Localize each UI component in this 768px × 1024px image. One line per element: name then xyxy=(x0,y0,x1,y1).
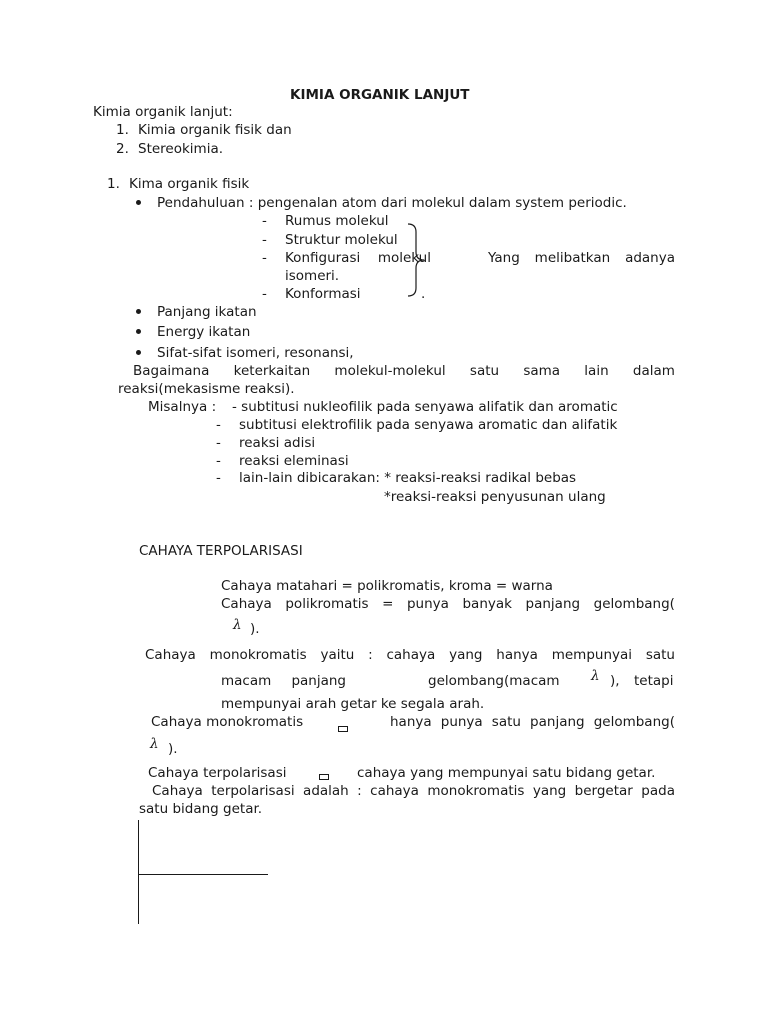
cahaya-line: Cahaya monokromatis yaitu : cahaya yang hanya mempunyai satu xyxy=(145,647,675,663)
intro-heading: Kimia organik lanjut: xyxy=(93,104,233,120)
cahaya-line: Cahaya polikromatis = punya banyak panjang gelombang( xyxy=(221,596,675,612)
section-number: 1. xyxy=(107,176,120,192)
cahaya-line: Cahaya matahari = polikromatis, kroma = warna xyxy=(221,578,553,594)
right-brace-icon xyxy=(400,222,432,300)
paragraph-line: reaksi(mekasisme reaksi). xyxy=(118,381,295,397)
intro-item-number: 1. xyxy=(116,122,129,138)
pendahuluan-text: Pendahuluan : pengenalan atom dari molekul dalam system periodic. xyxy=(157,195,627,211)
close-paren: ). xyxy=(250,621,260,637)
misalnya-item: reaksi adisi xyxy=(239,435,316,451)
misalnya-item: *reaksi-reaksi penyusunan ulang xyxy=(384,489,606,505)
lambda-symbol: λ xyxy=(591,668,600,684)
bullet-icon xyxy=(136,350,141,355)
brace-note xyxy=(488,249,675,267)
brace-note-word: Yang xyxy=(488,250,520,266)
cahaya-line: mempunyai arah getar ke segala arah. xyxy=(221,696,485,712)
lambda-symbol: λ xyxy=(233,617,242,633)
cahaya-line: gelombang(macam xyxy=(428,673,560,689)
misalnya-item: subtitusi elektrofilik pada senyawa aromatic dan alifatik xyxy=(239,417,618,433)
paragraph-line: Bagaimana keterkaitan molekul-molekul satu sama lain dalam xyxy=(133,363,675,379)
bullet-icon xyxy=(136,309,141,314)
sub-item-word: molekul xyxy=(377,250,431,266)
cahaya-line: satu bidang getar. xyxy=(139,801,263,817)
sub-item-dash: - xyxy=(262,213,267,229)
misalnya-item: - subtitusi nukleofilik pada senyawa alifatik dan aromatic xyxy=(232,399,618,415)
sub-item-word: Konfigurasi xyxy=(285,250,361,266)
close-paren: ), xyxy=(610,673,620,689)
bullet-item: Panjang ikatan xyxy=(157,304,257,320)
misalnya-label: Misalnya : xyxy=(148,399,217,415)
sub-item-dash: - xyxy=(262,232,267,248)
horizontal-axis-line xyxy=(138,874,268,875)
cahaya-label: Cahaya monokromatis xyxy=(151,714,304,730)
cahaya-line: tetapi xyxy=(634,673,674,689)
misalnya-item: lain-lain dibicarakan: * reaksi-reaksi radikal bebas xyxy=(239,470,577,486)
brace-dot: . xyxy=(421,286,426,302)
misalnya-dash: - xyxy=(216,453,221,469)
sub-item: isomeri. xyxy=(285,268,340,284)
brace-note-word: adanya xyxy=(625,250,675,266)
section-heading: CAHAYA TERPOLARISASI xyxy=(139,543,303,559)
cahaya-line: cahaya yang mempunyai satu bidang getar. xyxy=(357,765,656,781)
equivalence-icon xyxy=(319,774,329,780)
cahaya-label: Cahaya terpolarisasi xyxy=(148,765,287,781)
brace-note-word: melibatkan xyxy=(534,250,611,266)
bullet-item: Sifat-sifat isomeri, resonansi, xyxy=(157,345,354,361)
bullet-icon xyxy=(136,200,141,205)
close-paren: ). xyxy=(168,741,178,757)
misalnya-dash: - xyxy=(216,470,221,486)
intro-item: Stereokimia. xyxy=(138,141,224,157)
intro-item-number: 2. xyxy=(116,141,129,157)
lambda-symbol: λ xyxy=(150,736,159,752)
sub-item-dash: - xyxy=(262,286,267,302)
misalnya-dash: - xyxy=(216,435,221,451)
cahaya-line: hanya punya satu panjang gelombang( xyxy=(390,714,675,730)
vertical-axis-line xyxy=(138,820,139,924)
sub-item-dash: - xyxy=(262,250,267,266)
cahaya-line: macam panjang xyxy=(221,673,346,689)
sub-item: Rumus molekul xyxy=(285,213,389,229)
bullet-item: Energy ikatan xyxy=(157,324,251,340)
bullet-icon xyxy=(136,329,141,334)
sub-item: Struktur molekul xyxy=(285,232,398,248)
page-title: KIMIA ORGANIK LANJUT xyxy=(290,87,470,103)
sub-item: Konformasi xyxy=(285,286,361,302)
section-heading: Kima organik fisik xyxy=(129,176,250,192)
intro-item: Kimia organik fisik dan xyxy=(138,122,292,138)
misalnya-dash: - xyxy=(216,417,221,433)
misalnya-item: reaksi eleminasi xyxy=(239,453,349,469)
cahaya-line: Cahaya terpolarisasi adalah : cahaya monokromatis yang bergetar pada xyxy=(152,783,675,799)
equivalence-icon xyxy=(338,726,348,732)
